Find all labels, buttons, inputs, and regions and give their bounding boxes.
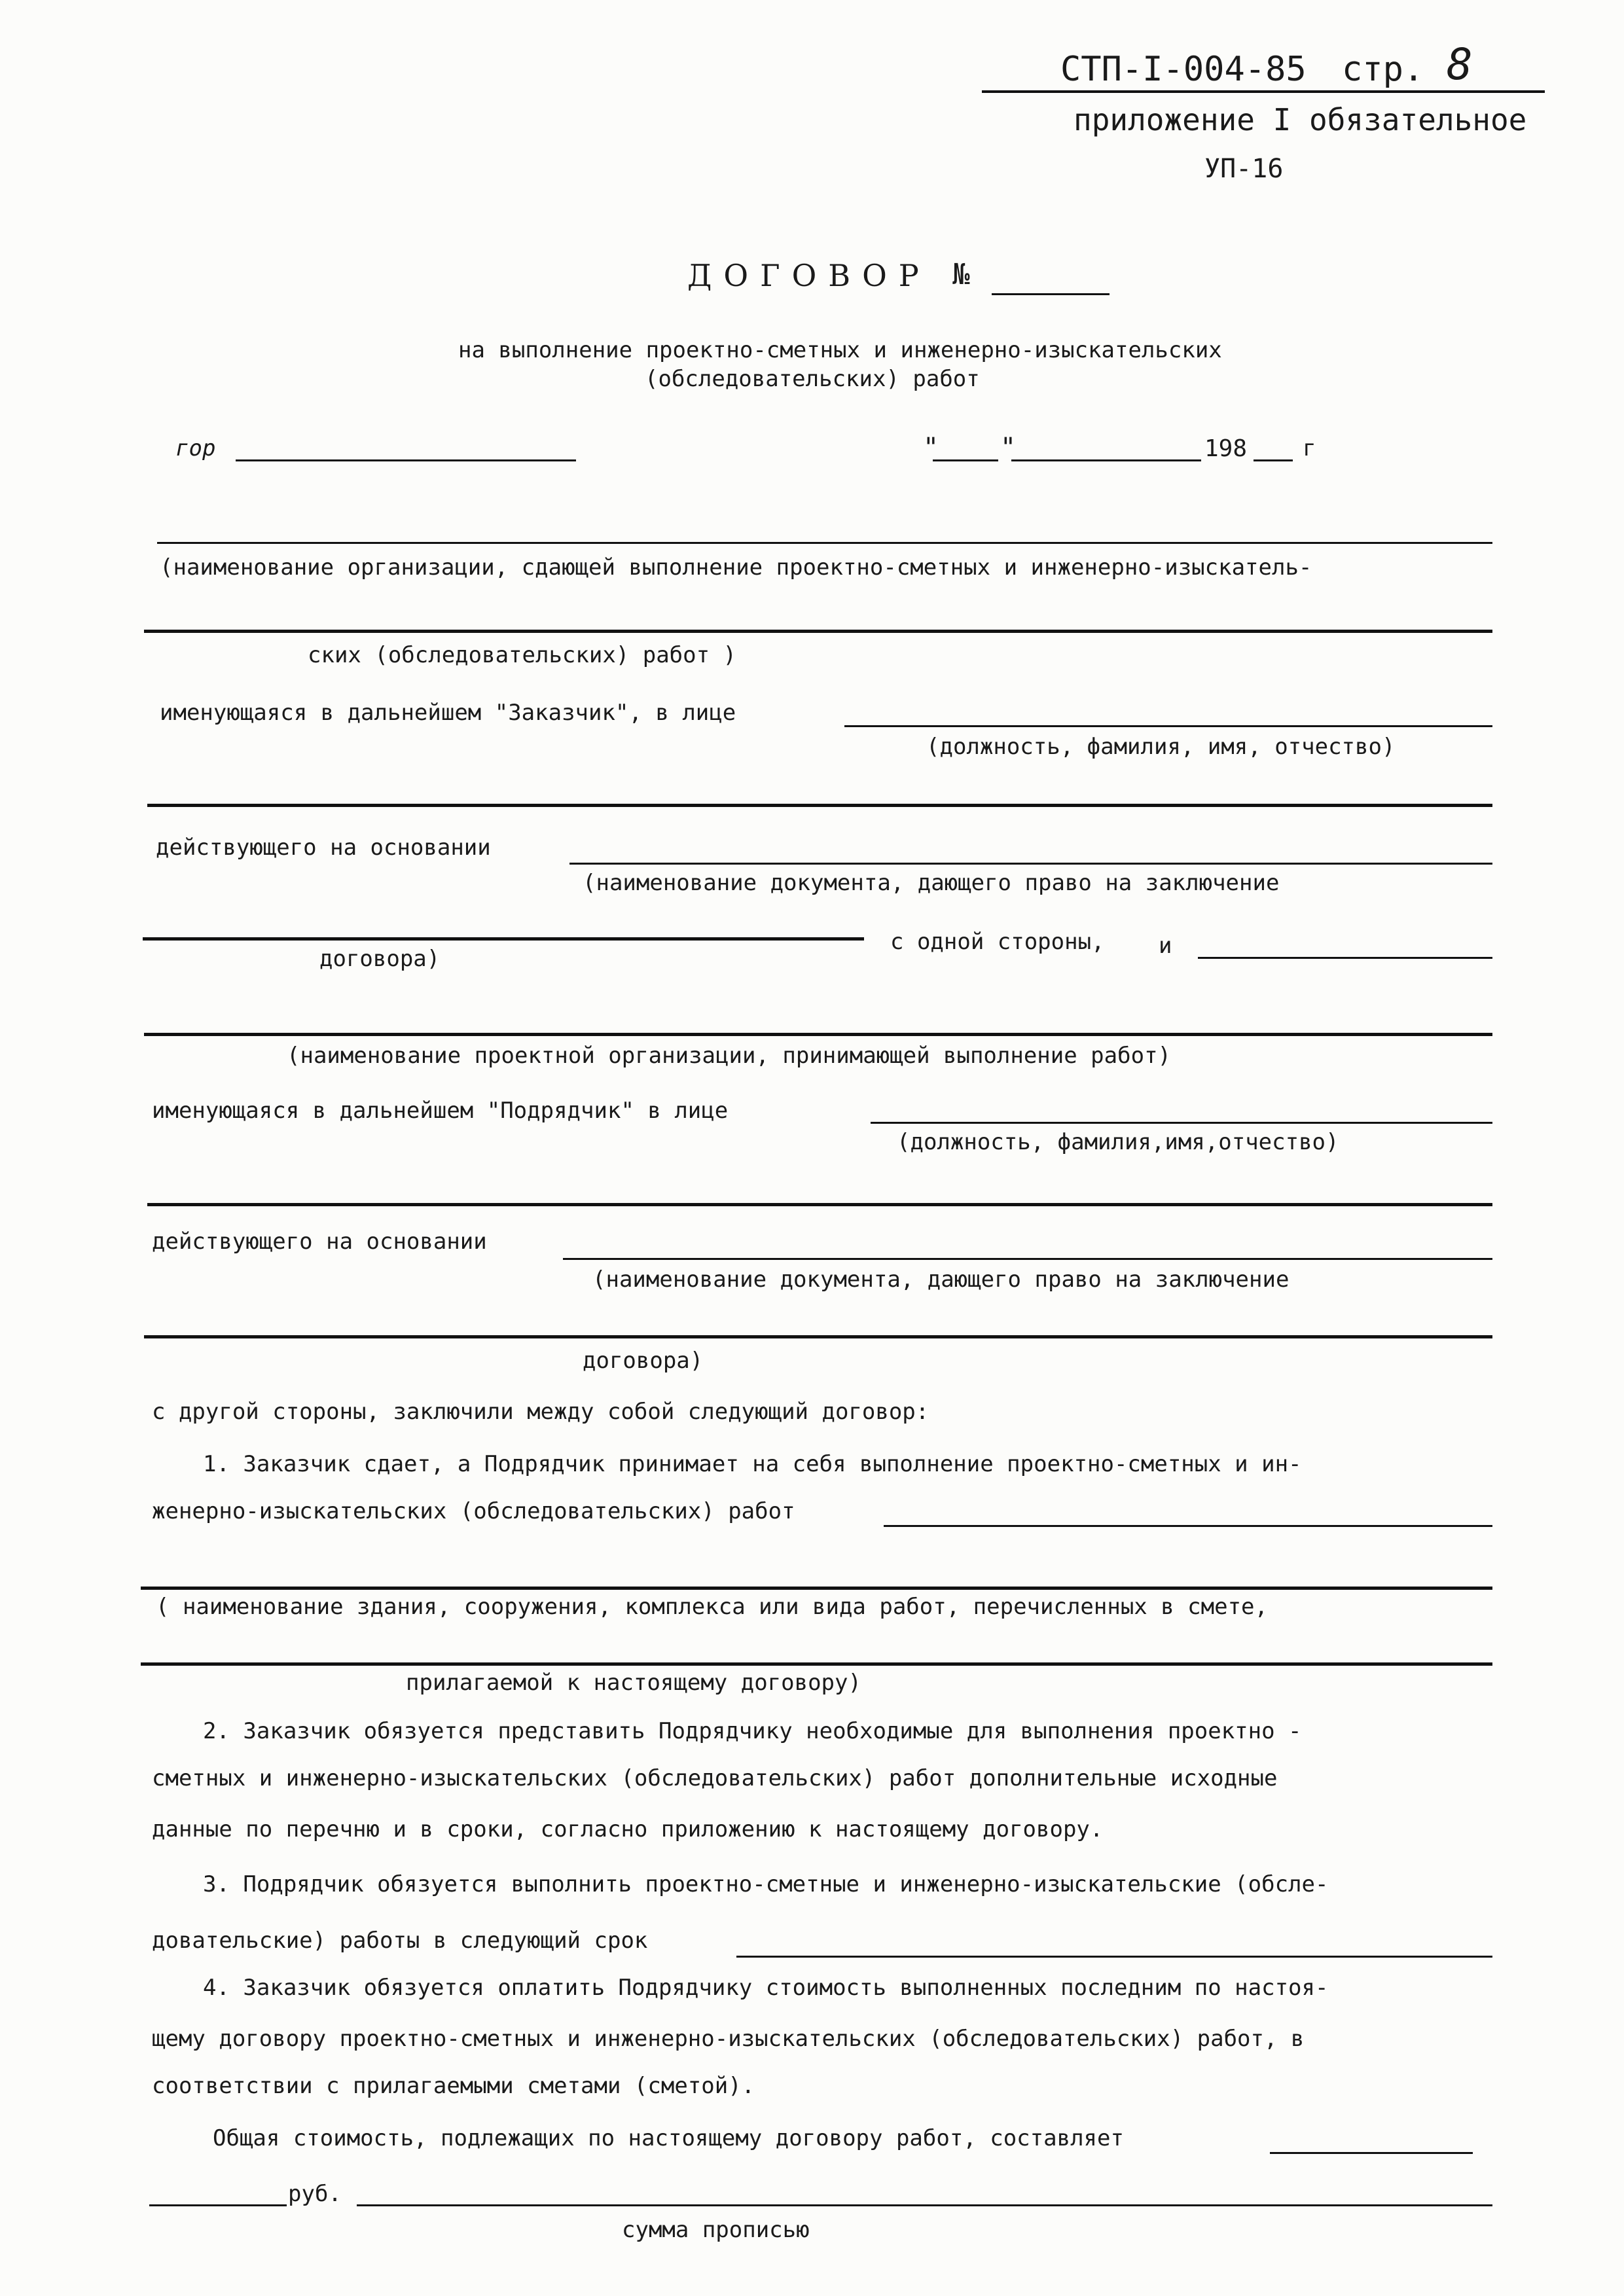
total-cost-text: Общая стоимость, подлежащих по настоящему договору работ, составляет xyxy=(213,2125,1124,2151)
rub-label: руб. xyxy=(288,2181,342,2207)
contractor-doc-line xyxy=(144,1335,1492,1338)
sum-words-blank xyxy=(357,2204,1492,2206)
subtitle-line-2: (обследовательских) работ xyxy=(645,366,980,392)
para-4-line-b: щему договору проектно-сметных и инженерно-изыскательских (обследовательских) работ, в xyxy=(152,2026,1305,2052)
para-2-line-a: 2. Заказчик обязуется представить Подрядчику необходимые для выполнения проектно - xyxy=(203,1718,1302,1744)
customer-org-hint-2: ских (обследовательских) работ ) xyxy=(308,642,737,668)
rub-blank xyxy=(149,2204,287,2206)
customer-person-hint: (должность, фамилия, имя, отчество) xyxy=(926,734,1396,760)
para-2-line-c: данные по перечню и в сроки, согласно приложению к настоящему договору. xyxy=(152,1816,1104,1842)
customer-org-hint-1: (наименование организации, сдающей выполнение проектно-сметных и инженерно-изыскатель- xyxy=(160,554,1312,581)
para-1-line-a: 1. Заказчик сдает, а Подрядчик принимает на себя выполнение проектно-сметных и ин- xyxy=(203,1451,1302,1477)
para-3-line-b: довательские) работы в следующий срок xyxy=(152,1928,648,1954)
term-blank xyxy=(736,1956,1492,1958)
contractor-named-as: именующаяся в дальнейшем "Подрядчик" в лице xyxy=(152,1098,729,1124)
total-cost-blank xyxy=(1270,2152,1473,2154)
contractor-org-hint: (наименование проектной организации, принимающей выполнение работ) xyxy=(287,1043,1172,1069)
customer-doc-hint-1: (наименование документа, дающего право на заключение xyxy=(583,870,1280,896)
contractor-basis-label: действующего на основании xyxy=(152,1229,487,1255)
page-number: 8 xyxy=(1447,39,1473,90)
appendix-label: приложение I обязательное xyxy=(1074,102,1527,137)
contractor-org-line xyxy=(144,1033,1492,1036)
doc-code: СТП-I-004-85 xyxy=(1060,50,1307,89)
date-quote-close: " xyxy=(1000,433,1017,463)
other-side-text: с другой стороны, заключили между собой следующий договор: xyxy=(152,1399,929,1425)
date-quote-open: " xyxy=(923,433,939,463)
page-label: стр. xyxy=(1342,50,1424,89)
para-4-line-a: 4. Заказчик обязуется оплатить Подрядчику стоимость выполненных последним по настоя- xyxy=(203,1975,1329,2001)
customer-doc-line xyxy=(143,937,864,941)
contractor-person-line-2 xyxy=(147,1203,1492,1206)
one-side-text: с одной стороны, xyxy=(890,929,1105,955)
form-code: УП-16 xyxy=(1204,154,1284,184)
work-name-line-2 xyxy=(141,1587,1492,1590)
work-name-line-3 xyxy=(141,1662,1492,1666)
year-suffix: г xyxy=(1303,435,1316,461)
customer-basis-blank xyxy=(569,863,1492,865)
contractor-basis-blank xyxy=(563,1258,1492,1260)
contractor-person-blank xyxy=(871,1122,1492,1124)
para-1-hint-2: прилагаемой к настоящему договору) xyxy=(406,1670,861,1696)
contractor-person-hint: (должность, фамилия,имя,отчество) xyxy=(897,1129,1339,1155)
customer-person-line-2 xyxy=(147,804,1492,807)
customer-org-line xyxy=(157,542,1492,544)
subtitle-line-1: на выполнение проектно-сметных и инженерно-изыскательских xyxy=(458,337,1222,363)
number-sign: № xyxy=(952,258,970,291)
para-1-line-b: женерно-изыскательских (обследовательских) работ xyxy=(152,1498,795,1524)
contract-number-blank xyxy=(992,293,1110,295)
customer-org-line-2 xyxy=(144,630,1492,633)
and-text: и xyxy=(1159,933,1172,959)
header-top-line xyxy=(982,90,1545,93)
customer-person-blank xyxy=(844,725,1492,727)
month-blank xyxy=(1011,459,1201,461)
day-blank xyxy=(933,459,998,461)
work-name-blank xyxy=(884,1525,1492,1527)
customer-doc-hint-2: договора) xyxy=(319,946,441,972)
year-prefix: 198 xyxy=(1204,435,1248,462)
year-blank xyxy=(1254,459,1293,461)
contractor-doc-hint-1: (наименование документа, дающего право на заключение xyxy=(592,1266,1290,1293)
para-2-line-b: сметных и инженерно-изыскательских (обследовательских) работ дополнительные исходные xyxy=(152,1765,1278,1791)
para-3-line-a: 3. Подрядчик обязуется выполнить проектно-сметные и инженерно-изыскательские (обсле- xyxy=(203,1871,1329,1897)
para-1-hint-1: ( наименование здания, сооружения, комплекса или вида работ, перечисленных в смете, xyxy=(156,1594,1268,1620)
customer-basis-label: действующего на основании xyxy=(156,834,491,861)
customer-named-as: именующаяся в дальнейшем "Заказчик", в лице xyxy=(160,700,736,726)
contract-title: ДОГОВОР xyxy=(687,258,931,293)
contractor-doc-hint-2: договора) xyxy=(583,1348,704,1374)
city-label: гор xyxy=(175,435,216,461)
contractor-org-blank xyxy=(1198,957,1492,959)
para-4-line-c: соответствии с прилагаемыми сметами (сметой). xyxy=(152,2073,755,2099)
sum-in-words-hint: сумма прописью xyxy=(622,2217,810,2243)
city-blank xyxy=(236,459,576,461)
